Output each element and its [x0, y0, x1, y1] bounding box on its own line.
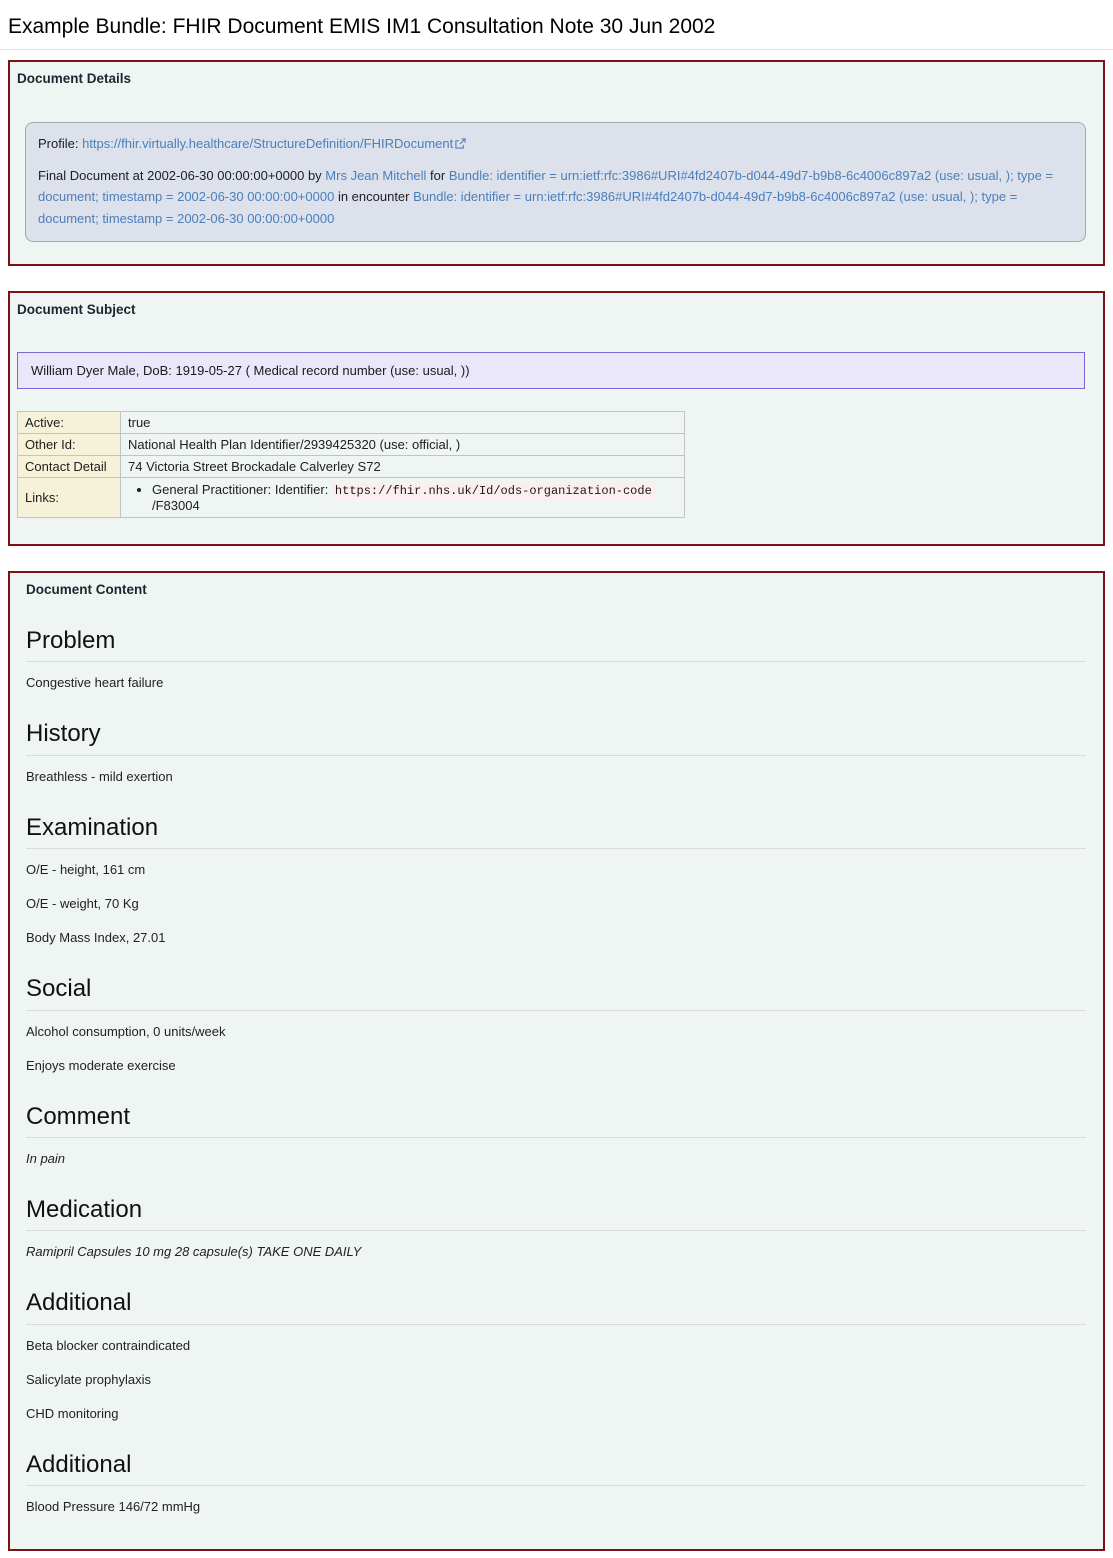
bundle-link[interactable]: Bundle: identifier = urn:ietf:rfc:3986#URI#4fd2407b-d044-49d7-b9b8-6c4006c897a2 (use: usual, ); type = document; timestamp = 2002-06-30 00:00:00+0000	[38, 167, 1054, 205]
row-value: National Health Plan Identifier/2939425320 (use: official, )	[121, 433, 685, 455]
external-link-icon	[455, 134, 466, 155]
author-link[interactable]: Mrs Jean Mitchell	[325, 167, 427, 183]
section-paragraph: O/E - height, 161 cm	[26, 862, 146, 878]
row-value	[121, 477, 685, 517]
profile-label: Profile:	[38, 136, 79, 152]
encounter-bundle-link[interactable]: Bundle: identifier = urn:ietf:rfc:3986#URI#4fd2407b-d044-49d7-b9b8-6c4006c897a2 (use: usual, ); type = document; timestamp = 2002-06-30 00:00:00+0000	[38, 189, 1018, 226]
section-paragraph: Ramipril Capsules 10 mg 28 capsule(s) TAKE ONE DAILY	[26, 1244, 362, 1260]
section-paragraph: Congestive heart failure	[26, 675, 164, 691]
content-section-problem	[26, 628, 1086, 690]
document-summary	[38, 165, 1073, 229]
summary-text: for	[426, 167, 449, 183]
row-value: 74 Victoria Street Brockadale Calverley S72	[121, 455, 685, 477]
profile-link[interactable]: https://fhir.virtually.healthcare/StructureDefinition/FHIRDocument	[82, 136, 454, 152]
table-row	[18, 477, 685, 517]
section-title: History	[26, 721, 1086, 755]
content-section-comment	[26, 1104, 1086, 1166]
ods-code: https://fhir.nhs.uk/Id/ods-organization-code	[332, 483, 655, 499]
section-paragraph: In pain	[26, 1150, 66, 1166]
document-subject-heading: Document Subject	[17, 301, 136, 317]
section-paragraph: Salicylate prophylaxis	[26, 1371, 152, 1387]
document-details-heading: Document Details	[17, 71, 132, 87]
row-label: Active:	[18, 411, 121, 433]
gp-link-suffix: /F83004	[152, 497, 200, 513]
row-label: Links:	[18, 477, 121, 517]
document-content-heading: Document Content	[26, 581, 147, 597]
section-title: Additional	[26, 1452, 1086, 1486]
section-title: Examination	[26, 815, 1086, 849]
row-label: Contact Detail	[18, 455, 121, 477]
document-details-panel	[25, 122, 1086, 242]
content-section-history	[26, 721, 1086, 783]
summary-text: in encounter	[334, 189, 414, 205]
section-paragraph: Beta blocker contraindicated	[26, 1337, 191, 1353]
section-title: Medication	[26, 1197, 1086, 1231]
gp-link-prefix: General Practitioner: Identifier:	[152, 481, 332, 497]
table-row	[18, 433, 685, 455]
table-row	[18, 455, 685, 477]
section-paragraph: Breathless - mild exertion	[26, 768, 173, 784]
content-section-examination	[26, 815, 1086, 945]
section-paragraph: Alcohol consumption, 0 units/week	[26, 1023, 226, 1039]
table-row	[18, 411, 685, 433]
content-section-social	[26, 976, 1086, 1072]
row-label: Other Id:	[18, 433, 121, 455]
content-section-additional-2	[26, 1452, 1086, 1514]
gp-link-item	[152, 482, 677, 513]
section-title: Comment	[26, 1104, 1086, 1138]
row-value: true	[121, 411, 685, 433]
patient-table	[17, 411, 685, 518]
section-paragraph: CHD monitoring	[26, 1405, 119, 1421]
content-section-additional-1	[26, 1290, 1086, 1420]
document-content-card	[8, 571, 1105, 1551]
document-details-card	[8, 60, 1105, 266]
document-subject-card	[8, 291, 1105, 546]
section-paragraph: Enjoys moderate exercise	[26, 1057, 176, 1073]
page-title: Example Bundle: FHIR Document EMIS IM1 Consultation Note 30 Jun 2002	[0, 0, 1113, 50]
profile-line	[38, 133, 1073, 155]
summary-text: Final Document at 2002-06-30 00:00:00+0000 by	[38, 167, 326, 183]
section-paragraph: O/E - weight, 70 Kg	[26, 896, 139, 912]
patient-banner: William Dyer Male, DoB: 1919-05-27 ( Medical record number (use: usual, ))	[17, 352, 1085, 389]
links-list	[128, 482, 677, 513]
section-title: Additional	[26, 1290, 1086, 1324]
section-paragraph: Blood Pressure 146/72 mmHg	[26, 1499, 201, 1515]
section-paragraph: Body Mass Index, 27.01	[26, 930, 166, 946]
section-title: Social	[26, 976, 1086, 1010]
section-title: Problem	[26, 628, 1086, 662]
content-section-medication	[26, 1197, 1086, 1259]
